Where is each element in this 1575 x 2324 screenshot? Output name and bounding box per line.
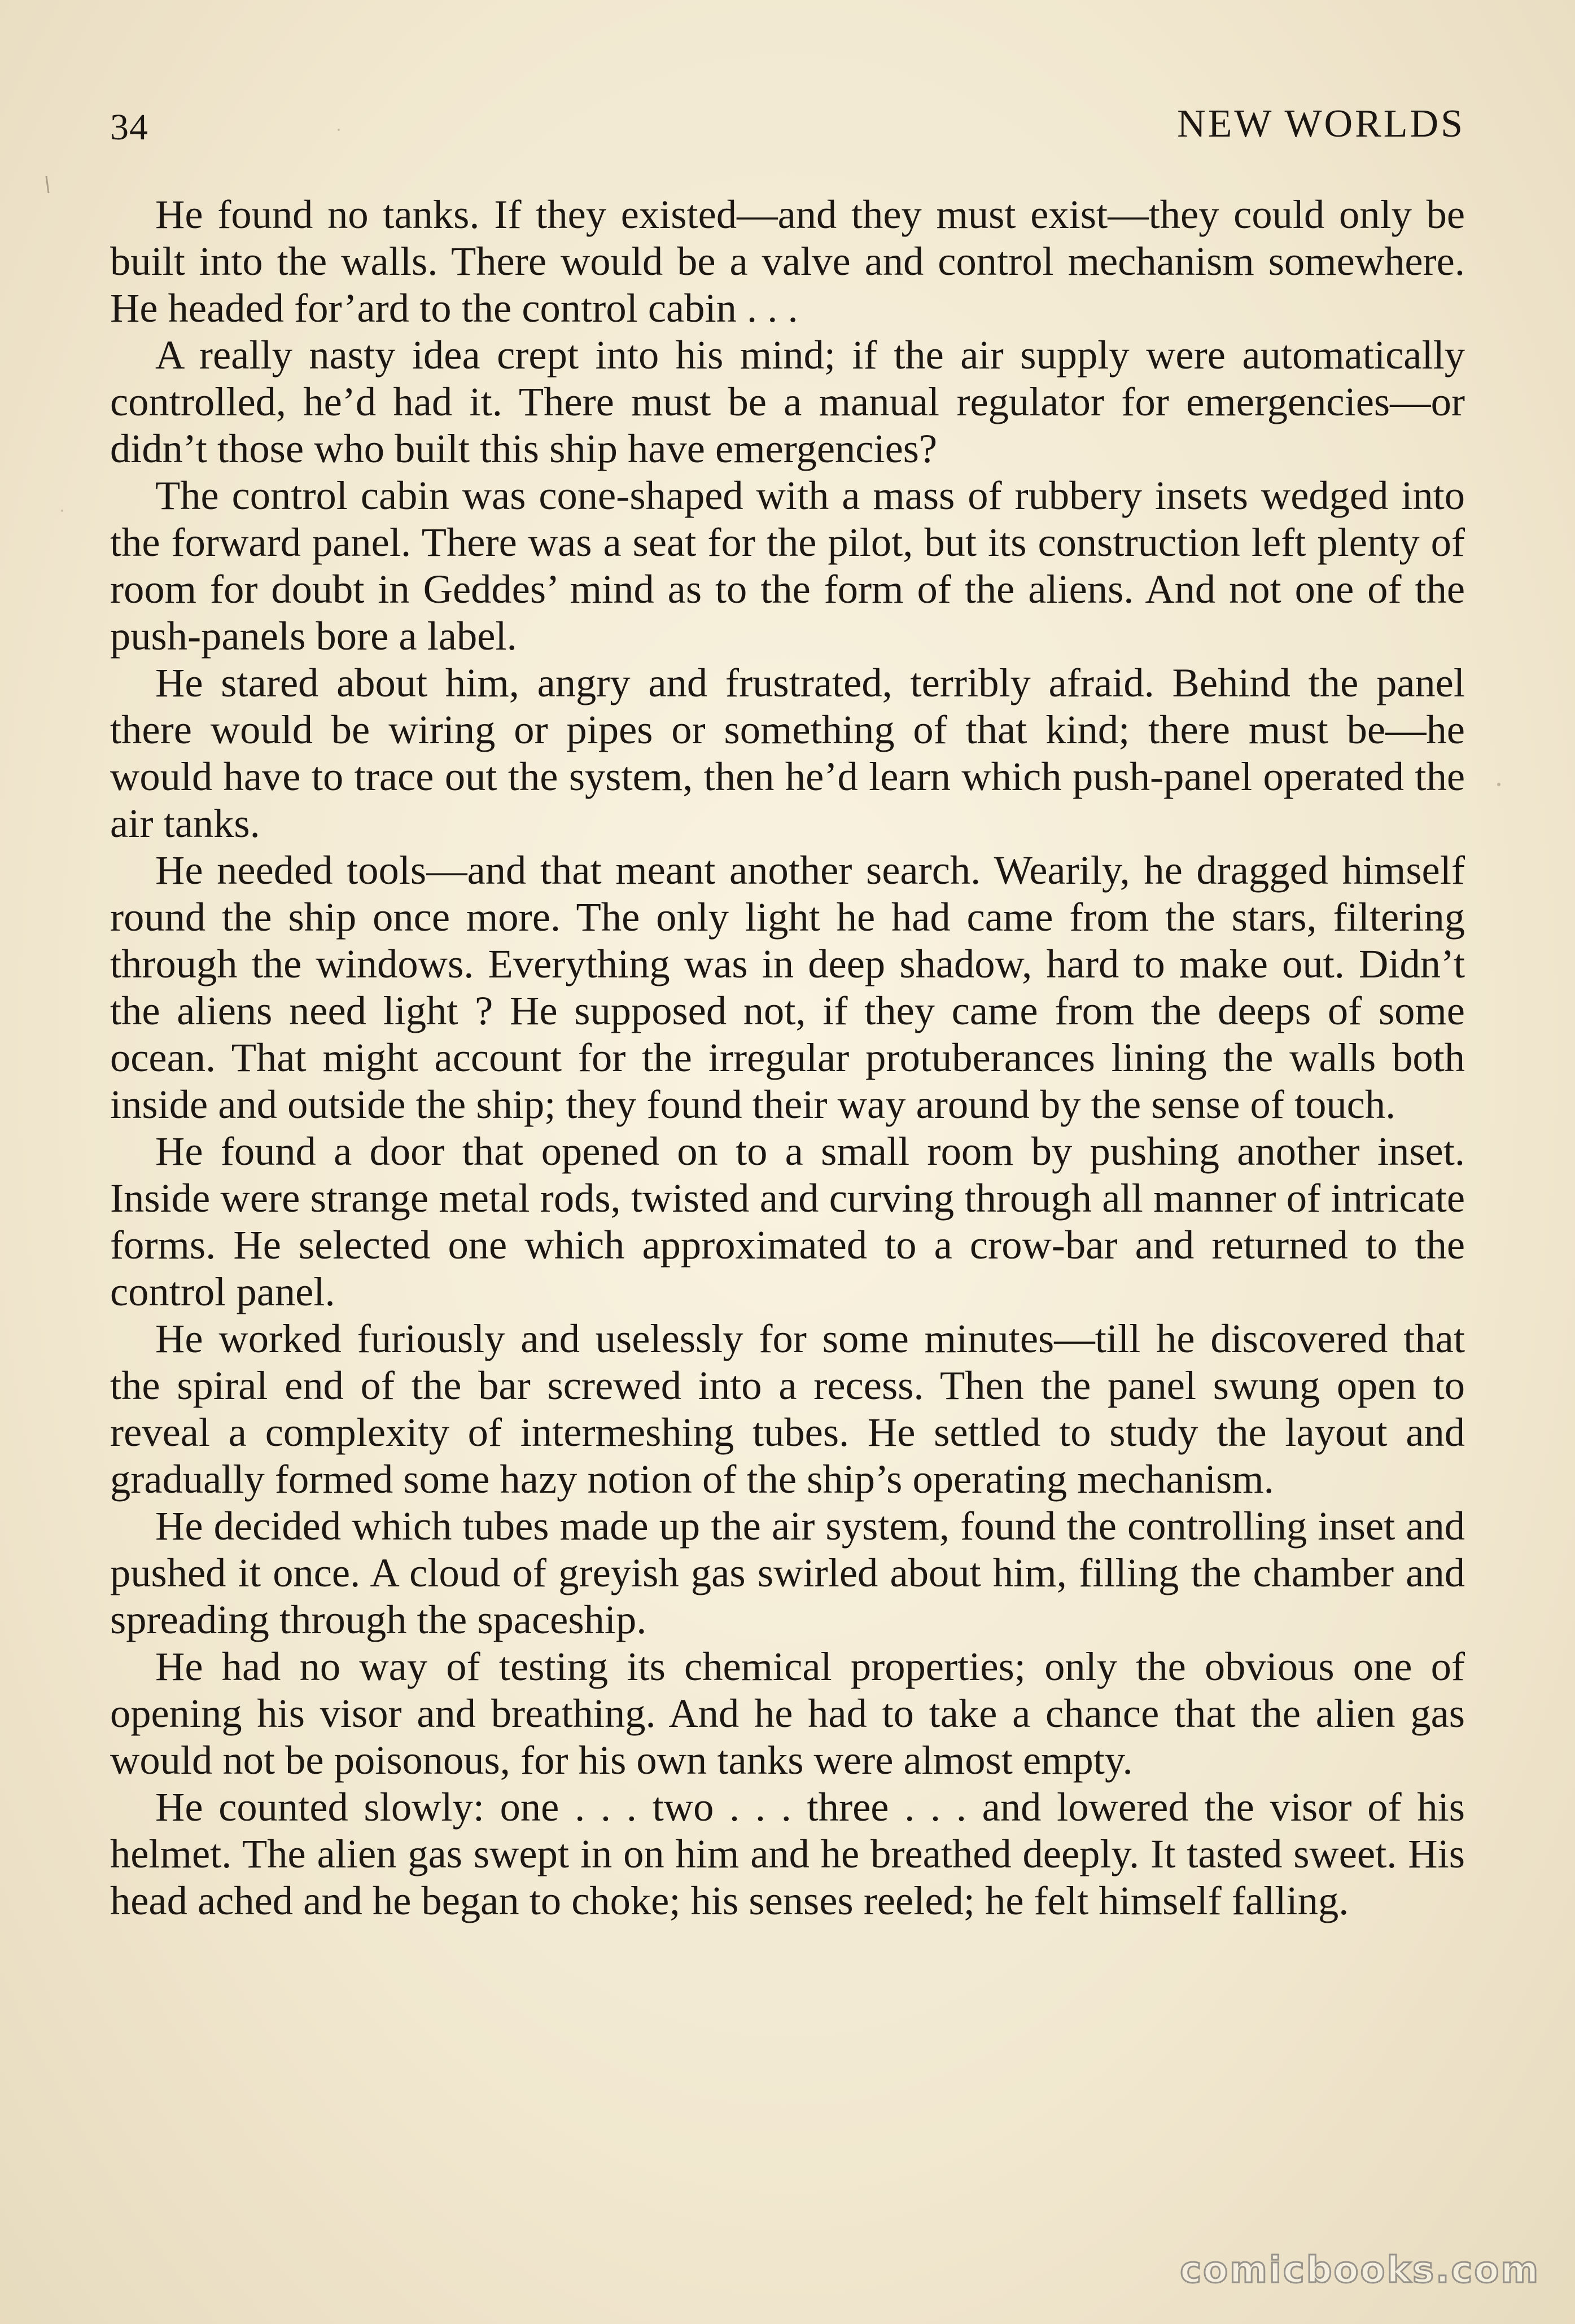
paragraph: He found a door that opened on to a small room by pushing another inset. Inside were strange metal rods, twisted and curving through all manner of intricate forms. He selected one which approximated to a crow-bar and returned to the control panel. [110,1128,1465,1314]
watermark: comicbooks.com [1180,2250,1540,2291]
running-title: NEW WORLDS [1177,102,1465,146]
paragraph: He found no tanks. If they existed—and they must exist—they could only be built into the walls. There would be a valve and control mechanism somewhere. He headed for’ard to the control cabin . . . [110,191,1465,331]
paragraph: He worked furiously and uselessly for some minutes—till he discovered that the spiral end of the bar screwed into a recess. Then the panel swung open to reveal a complexity of intermeshing tubes. He settled to study the layout and gradually formed some hazy notion of the ship’s operating mechanism. [110,1316,1465,1502]
paragraph: The control cabin was cone-shaped with a mass of rubbery insets wedged into the forward panel. There was a seat for the pilot, but its construction left plenty of room for doubt in Geddes’ mind as to the form of the aliens. And not one of the push-panels bore a label. [110,472,1465,659]
page-number: 34 [110,107,148,148]
paragraph: He stared about him, angry and frustrated, terribly afraid. Behind the panel there would be wiring or pipes or something of that kind; there must be—he would have to trace out the system, then he’d learn which push-panel operated the air tanks. [110,660,1465,846]
paragraph: He counted slowly: one . . . two . . . three . . . and lowered the visor of his helmet. The alien gas swept in on him and he breathed deeply. It tasted sweet. His head ached and he began to choke; his senses reeled; he felt himself falling. [110,1784,1465,1923]
paragraph: He had no way of testing its chemical properties; only the obvious one of opening his visor and breathing. And he had to take a chance that the alien gas would not be poisonous, for his own tanks were almost empty. [110,1643,1465,1783]
paragraph: He decided which tubes made up the air system, found the controlling inset and pushed it once. A cloud of greyish gas swirled about him, filling the chamber and spreading through the spaceship. [110,1503,1465,1642]
paragraph: He needed tools—and that meant another search. Wearily, he dragged himself round the ship once more. The only light he had came from the stars, filtering through the windows. Everything was in deep shadow, hard to make out. Didn’t the aliens need light ? He supposed not, if they came from the deeps of some ocean. That might account for the irregular protuberances lining the walls both inside and outside the ship; they found their way around by the sense of touch. [110,847,1465,1127]
paragraph: A really nasty idea crept into his mind; if the air supply were automatically controlled, he’d had it. There must be a manual regulator for emergencies—or didn’t those who built this ship have emergencies? [110,332,1465,471]
running-header [110,96,1465,158]
story-text [110,191,1465,1924]
